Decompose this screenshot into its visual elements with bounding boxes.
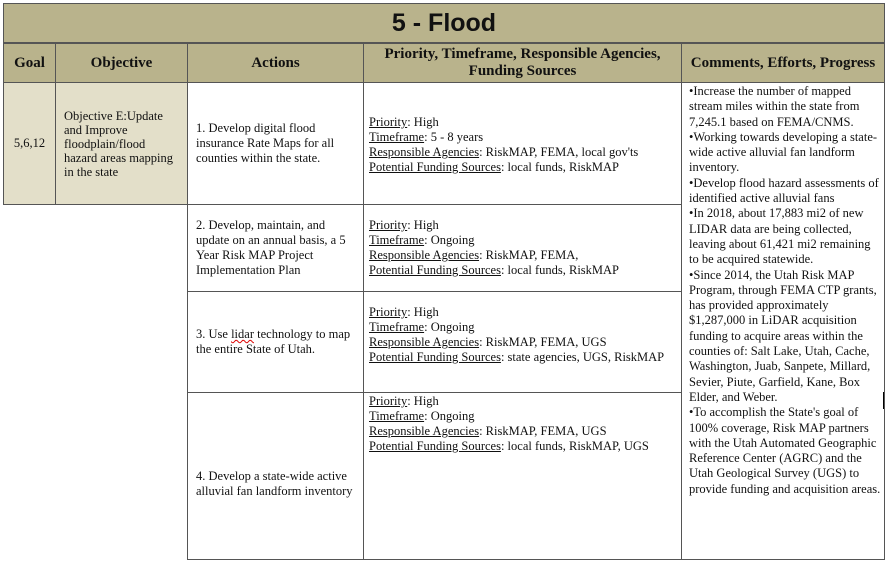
comment-item: •Develop flood hazard assessments of identified active alluvial fans: [689, 175, 879, 206]
funding-value: : local funds, RiskMAP: [500, 160, 620, 174]
agencies-value: : RiskMAP, FEMA,: [479, 248, 579, 262]
section-title-bar: [3, 3, 885, 43]
funding-value: : local funds, RiskMAP, UGS: [500, 439, 649, 453]
funding-label: Potential Funding Sources: [369, 350, 501, 364]
action-3-text: [196, 327, 355, 357]
comment-item: •Increase the number of mapped stream miles within the state from 7,245.1 based on FEMA/CNMS.: [689, 84, 860, 129]
section-title: 5 - Flood: [391, 8, 497, 37]
text-cursor: [883, 392, 884, 409]
comment-item: •Working towards developing a state-wide active alluvial fan landform inventory.: [689, 129, 878, 175]
priority-cell-1: [363, 82, 682, 205]
action-2: [187, 204, 364, 292]
action-3-text-end: technology to map the entire State of Utah.: [196, 327, 351, 356]
priority-label: Priority: [369, 115, 408, 129]
timeframe-label: Timeframe: [369, 233, 425, 247]
action-1-text: 1. Develop digital flood insurance Rate Maps for all counties within the state.: [196, 121, 335, 165]
timeframe-value: : 5 - 8 years: [424, 130, 484, 144]
comment-item: •In 2018, about 17,883 mi2 of new LIDAR data are being collected, leaving about 61,421 mi2 remaining to be acquired statewide.: [689, 206, 871, 267]
action-3-text-start: 3. Use: [196, 327, 232, 341]
timeframe-value: : Ongoing: [424, 320, 475, 334]
timeframe-label: Timeframe: [369, 320, 425, 334]
header-actions: Actions: [187, 43, 364, 83]
header-comments: Comments, Efforts, Progress: [681, 43, 885, 83]
timeframe-label: Timeframe: [369, 130, 425, 144]
agencies-value: : RiskMAP, FEMA, local gov'ts: [479, 145, 639, 159]
header-priority: Priority, Timeframe, Responsible Agencies, Funding Sources: [363, 43, 682, 83]
priority-cell-2: [363, 204, 682, 292]
funding-value: : local funds, RiskMAP: [500, 263, 620, 277]
comment-item: •To accomplish the State's goal of 100% coverage, Risk MAP partners with the Utah Automated Geographic Reference Center (AGRC) and the Utah Geological Survey (UGS) to provide funding and acquisition areas.: [689, 405, 881, 496]
priority-label: Priority: [369, 394, 408, 408]
action-3-lidar-word: lidar: [231, 327, 254, 341]
action-2-text: 2. Develop, maintain, and update on an annual basis, a 5 Year Risk MAP Project Implementation Plan: [196, 218, 346, 277]
priority-value: : High: [407, 394, 439, 408]
header-objective: Objective: [55, 43, 188, 83]
priority-value: : High: [407, 115, 439, 129]
priority-label: Priority: [369, 305, 408, 319]
timeframe-label: Timeframe: [369, 409, 425, 423]
action-3: [187, 291, 364, 393]
timeframe-value: : Ongoing: [424, 409, 475, 423]
priority-value: : High: [407, 218, 439, 232]
priority-label: Priority: [369, 218, 408, 232]
agencies-label: Responsible Agencies: [369, 335, 480, 349]
priority-cell-3: [363, 291, 682, 393]
funding-label: Potential Funding Sources: [369, 263, 501, 277]
action-1: [187, 82, 364, 205]
timeframe-value: : Ongoing: [424, 233, 475, 247]
funding-value: : state agencies, UGS, RiskMAP: [500, 350, 665, 364]
priority-cell-4: [363, 392, 682, 560]
header-goal: Goal: [3, 43, 56, 83]
agencies-label: Responsible Agencies: [369, 145, 480, 159]
agencies-label: Responsible Agencies: [369, 424, 480, 438]
agencies-label: Responsible Agencies: [369, 248, 480, 262]
priority-value: : High: [407, 305, 439, 319]
funding-label: Potential Funding Sources: [369, 439, 501, 453]
goal-cell: 5,6,12: [3, 82, 56, 205]
comment-item: •Since 2014, the Utah Risk MAP Program, through FEMA CTP grants, has provided approximately $1,287,000 in LiDAR acquisition funding to acquire areas within the counties of: Salt Lake, Utah, Cache, Washington, Juab, Sanpete, Millard, Sevier, Piute, Garfield, Kane, Box Elder, and Weber.: [689, 267, 877, 404]
action-4: [187, 392, 364, 560]
action-4-text: 4. Develop a state-wide active alluvial fan landform inventory: [196, 469, 353, 498]
agencies-value: : RiskMAP, FEMA, UGS: [479, 335, 607, 349]
objective-cell: Objective E:Update and Improve floodplain/flood hazard areas mapping in the state: [55, 82, 188, 205]
funding-label: Potential Funding Sources: [369, 160, 501, 174]
comments-cell: [681, 82, 885, 560]
agencies-value: : RiskMAP, FEMA, UGS: [479, 424, 607, 438]
